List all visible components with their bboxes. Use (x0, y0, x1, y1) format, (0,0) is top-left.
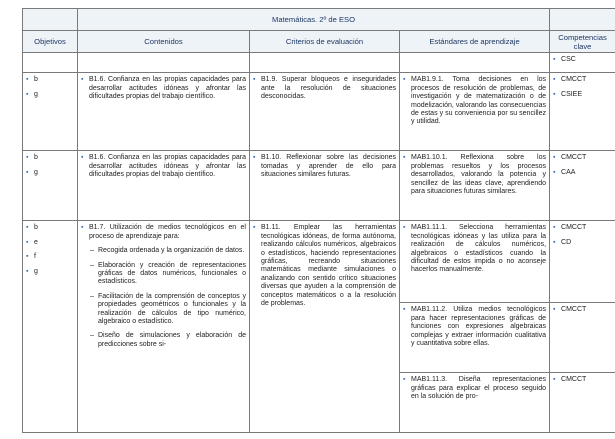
objetivos-cell (23, 73, 78, 151)
list-item (81, 154, 246, 179)
curriculum-table (22, 8, 615, 433)
list-item (253, 154, 396, 179)
bullet-icon: ▪ (553, 168, 556, 176)
table-row (23, 53, 615, 73)
bullet-icon: ▪ (403, 306, 406, 314)
competencia-code: CMCCT (561, 76, 587, 84)
list-item (553, 91, 612, 99)
objetivos-cell (23, 221, 78, 433)
list-item (26, 224, 74, 232)
competencia-code: CD (561, 238, 572, 246)
competencias-cell (550, 151, 615, 221)
list-item (253, 224, 396, 308)
criterio-text: B1.9. Superar bloqueos e inseguridades ante la resolución de situaciones desconocidas. (261, 76, 396, 101)
sub-item-text: Recogida ordenada y la organización de datos. (98, 247, 245, 255)
list-item (26, 239, 74, 247)
bullet-icon: ▪ (26, 76, 29, 84)
bullet-icon: ▪ (26, 168, 29, 176)
estandar-text: MAB1.10.1. Reflexiona sobre los problemas resueltos y los procesos desarrollados, valorando la potencia y sencillez de las ideas clave, aprendiendo para situaciones futuras similares. (411, 154, 547, 196)
list-item (553, 76, 612, 84)
bullet-icon: ▪ (553, 56, 556, 63)
bullet-icon: ▪ (81, 76, 84, 84)
bullet-icon: ▪ (403, 154, 406, 162)
objetivo-code: f (34, 253, 36, 261)
sub-list-item (89, 332, 246, 349)
competencia-code: CMCCT (561, 306, 587, 314)
objetivos-cell (23, 151, 78, 221)
list-item (553, 306, 612, 314)
column-header-criterios: Criterios de evaluación (250, 31, 400, 53)
competencia-code: CMCCT (561, 376, 587, 384)
column-header-contenidos: Contenidos (78, 31, 250, 53)
list-item (403, 224, 546, 274)
list-item (26, 253, 74, 261)
list-item (553, 154, 612, 162)
bullet-icon: ▪ (26, 253, 29, 261)
dash-icon: – (90, 292, 94, 300)
sub-list-item (89, 293, 246, 327)
column-header-estandares: Estándares de aprendizaje (400, 31, 550, 53)
bullet-icon: ▪ (253, 224, 256, 232)
contenido-text: B1.7. Utilización de medios tecnológicos en el proceso de aprendizaje para: (89, 224, 246, 240)
list-item (26, 169, 74, 177)
sub-list-item (89, 262, 246, 287)
bullet-icon: ▪ (253, 76, 256, 84)
objetivo-code: g (34, 168, 38, 176)
contenidos-cell (78, 73, 250, 151)
list-item (553, 376, 612, 384)
header-blank-cell (23, 9, 78, 31)
column-header-competencias: Competencias clave (550, 31, 615, 53)
bullet-icon: ▪ (553, 376, 556, 384)
list-item (553, 239, 612, 247)
list-item (403, 76, 546, 126)
competencias-cell (550, 221, 615, 303)
estandar-text: MAB1.11.2. Utiliza medios tecnológicos para hacer representaciones gráficas de funciones con expresiones algebraicas complejas y extraer información cualitativa y cuantitativa sobre ellas. (411, 306, 547, 348)
bullet-icon: ▪ (81, 224, 84, 232)
table-title: Matemáticas. 2º de ESO (78, 9, 550, 31)
table-row (23, 73, 615, 151)
sub-item-text: Diseño de simulaciones y elaboración de predicciones sobre si- (98, 332, 246, 348)
objetivo-code: b (34, 76, 38, 84)
header-blank-cell (550, 9, 615, 31)
objetivo-code: e (34, 238, 38, 246)
estandares-cell (400, 303, 550, 373)
dash-icon: – (90, 247, 94, 255)
criterio-cell (250, 73, 400, 151)
list-item (553, 56, 612, 64)
list-item (81, 76, 246, 101)
criterio-cell (250, 221, 400, 433)
objetivo-code: b (34, 154, 38, 162)
bullet-icon: ▪ (26, 154, 29, 162)
competencia-code: CMCCT (561, 224, 587, 232)
list-item (253, 76, 396, 101)
list-item (26, 154, 74, 162)
curriculum-page (22, 8, 615, 439)
estandares-cell (400, 373, 550, 433)
bullet-icon: ▪ (553, 76, 556, 84)
list-item (26, 268, 74, 276)
column-header-objetivos: Objetivos (23, 31, 78, 53)
column-header-row (23, 31, 615, 53)
criterio-cell (250, 53, 400, 73)
bullet-icon: ▪ (26, 90, 29, 98)
sub-item-text: Elaboración y creación de representaciones gráficas de datos numéricos, funcionales o estadísticos. (98, 261, 246, 286)
objetivo-code: g (34, 267, 38, 275)
criterio-text: B1.10. Reflexionar sobre las decisiones tomadas y aprender de ello para situaciones similares futuras. (261, 154, 396, 179)
contenidos-cell (78, 151, 250, 221)
list-item (553, 169, 612, 177)
bullet-icon: ▪ (26, 238, 29, 246)
competencias-cell (550, 53, 615, 73)
competencia-code: CMCCT (561, 154, 587, 162)
table-row (23, 151, 615, 221)
bullet-icon: ▪ (553, 154, 556, 162)
estandar-text: MAB1.11.1. Selecciona herramientas tecnológicas idóneas y las utiliza para la realización de cálculos numéricos, algebraicos o estadísticos cuando la dificultad de estos impida o no aconseje hacerlos manualmente. (411, 224, 547, 274)
estandar-text: MAB1.9.1. Toma decisiones en los procesos de resolución de problemas, de investigación y de matematización o de modelización, valorando las consecuencias de estas y su conveniencia por su sencillez y utilidad. (411, 76, 547, 126)
competencia-code: CSC (561, 56, 576, 63)
bullet-icon: ▪ (403, 76, 406, 84)
objetivos-cell (23, 53, 78, 73)
list-item (403, 376, 546, 401)
estandar-text: MAB1.11.3. Diseña representaciones gráficas para explicar el proceso seguido en la solución de pro- (411, 376, 547, 401)
contenido-text: B1.6. Confianza en las propias capacidades para desarrollar actitudes idóneas y afrontar las dificultades propias del trabajo científico. (89, 154, 246, 179)
bullet-icon: ▪ (81, 154, 84, 162)
list-item (403, 306, 546, 348)
contenido-text: B1.6. Confianza en las propias capacidades para desarrollar actitudes idóneas y afrontar las dificultades propias del trabajo científico. (89, 76, 246, 101)
contenidos-cell (78, 53, 250, 73)
bullet-icon: ▪ (26, 267, 29, 275)
objetivo-code: b (34, 224, 38, 232)
estandares-cell (400, 151, 550, 221)
table-row (23, 221, 615, 303)
estandares-cell (400, 221, 550, 303)
list-item (81, 224, 246, 349)
dash-icon: – (90, 332, 94, 340)
sub-item-text: Facilitación de la comprensión de conceptos y propiedades geométricos o funcionales y la realización de cálculos de tipo numérico, algebraico o estadístico. (98, 292, 246, 326)
bullet-icon: ▪ (553, 90, 556, 98)
list-item (26, 76, 74, 84)
criterio-text: B1.11. Emplear las herramientas tecnológicas idóneas, de forma autónoma, realizando cálculos numéricos, algebraicos o estadísticos, haciendo representaciones gráficas, recreando situaciones matemáticas mediante simulaciones o analizando con sentido crítico situaciones diversas que ayuden a la comprensión de conceptos matemáticos o a la resolución de problemas. (261, 224, 396, 308)
bullet-icon: ▪ (403, 224, 406, 232)
competencias-cell (550, 373, 615, 433)
sub-list-item (89, 247, 246, 255)
estandares-cell (400, 53, 550, 73)
competencias-cell (550, 303, 615, 373)
competencias-cell (550, 73, 615, 151)
table-title-row (23, 9, 615, 31)
competencia-code: CSIEE (561, 90, 583, 98)
bullet-icon: ▪ (553, 224, 556, 232)
bullet-icon: ▪ (403, 376, 406, 384)
contenidos-cell (78, 221, 250, 433)
dash-icon: – (90, 261, 94, 269)
list-item (403, 154, 546, 196)
list-item (26, 91, 74, 99)
criterio-cell (250, 151, 400, 221)
competencia-code: CAA (561, 168, 576, 176)
list-item (553, 224, 612, 232)
bullet-icon: ▪ (253, 154, 256, 162)
estandares-cell (400, 73, 550, 151)
objetivo-code: g (34, 90, 38, 98)
bullet-icon: ▪ (553, 238, 556, 246)
bullet-icon: ▪ (26, 224, 29, 232)
bullet-icon: ▪ (553, 306, 556, 314)
